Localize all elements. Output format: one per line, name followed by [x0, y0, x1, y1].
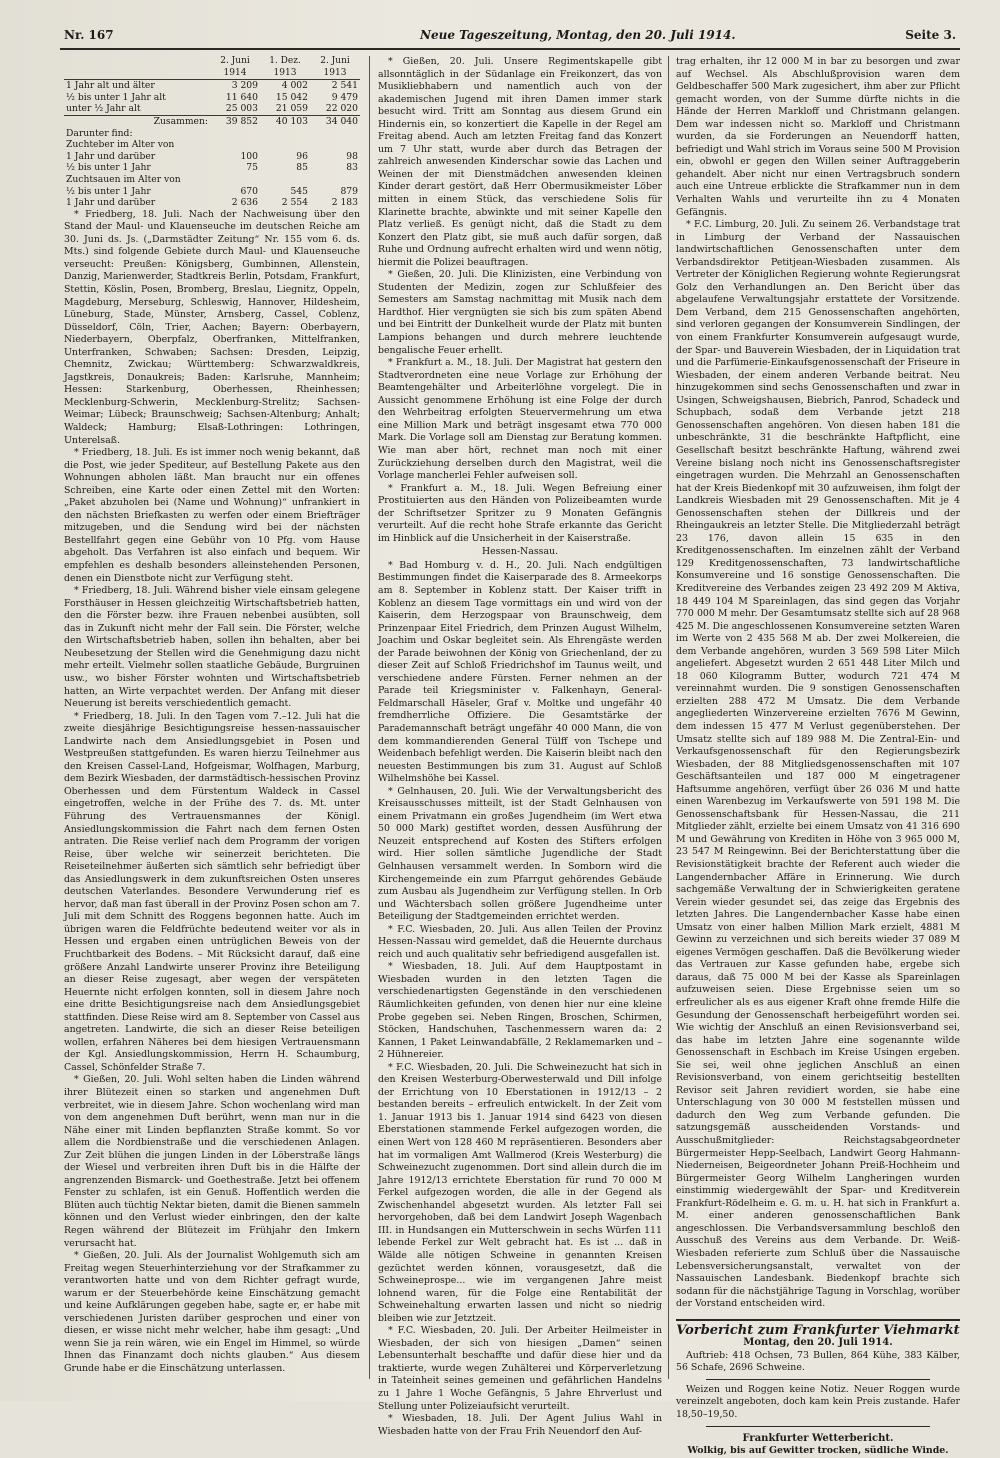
livestock-table	[64, 56, 360, 209]
table-header-row	[64, 56, 360, 80]
grain-report: Weizen und Roggen keine Notiz. Neuer Roggen wurde vereinzelt angeboten, doch kam kein Preis zustande. Hafer 18,50–19,50.	[676, 1383, 960, 1420]
article-paragraph: * F.C. Limburg, 20. Juli. Zu seinem 26. Verbandstage trat in Limburg der Verband der Nassauischen landwirtschaftlichen Genossenschaften unter dem Verbandsdirektor Petitjean-Wiesbaden zusammen. Als Vertreter der Königlichen Regierung wohnte Regierungsrat Golz den Verhandlungen an. Den Bericht über das abgelaufene Verwaltungsjahr erstattete der Vorsitzende. Dem Verband, dem 215 Genossenschaften angehörten, sind verloren gegangen der Konsumverein Sindlingen, der von einem Frankfurter Konsumverein aufgesaugt wurde, der Spar- und Bauverein Wiesbaden, der in Liquidation trat und die Parfümerie-Einkaufsgenossenschaft der Friseure in Wiesbaden, der einem anderen Verbande beitrat. Neu hinzugekommen sind sechs Genossenschaften und zwar in Usingen, Schweigshausen, Biebrich, Panrod, Schadeck und Schupbach, sodaß dem Verbande jetzt 218 Genossenschaften angehören. Von diesen haben 181 die unbeschränkte, 31 die beschränkte Haftpflicht, eine Gesellschaft besitzt beschränkte Haftung, während zwei Vereine bislang noch nicht ins Genossenschaftsregister eingetragen wurden. Die Mehrzahl an Genossenschaften hat der Kreis Biedenkopf mit 30 aufzuweisen, ihm folgt der Landkreis Wiesbaden mit 29 Genossenschaften. Mit je 4 Genossenschaften stehen der Dillkreis und der Rheingaukreis an letzter Stelle. Die Mitgliederzahl beträgt 23 176, davon allein 15 635 in den Kreditgenossenschaften. Im einzelnen zählt der Verband 129 Kreditgenossenschaften, 73 landwirtschaftliche Konsumvereine und 16 sonstige Genossenschaften. Die Kreditvereine des Verbandes zeigen 23 492 209 M Aktiva, 18 449 104 M Spareinlagen, das sind gegen das Vorjahr 770 000 M mehr. Der Gesamtumsatz stellte sich auf 28 968 425 M. Die angeschlossenen Konsumvereine setzten Waren im Werte von 2 435 568 M ab. Der zwei Molkereien, die dem Verbande angehören, wurden 3 569 598 Liter Milch angeliefert. Abgesetzt wurden 2 651 448 Liter Milch und 18 060 Kilogramm Butter, wodurch 721 474 M vereinnahmt wurden. Die 9 sonstigen Genossenschaften erzielten 288 472 M Umsatz. Die dem Verbande angegliederten Winzervereine erzielten 7676 M Gewinn, dem indessen 15 477 M Verlust gegenüberstehen. Der Umsatz stellte sich auf 189 988 M. Die Zentral-Ein- und Verkaufsgenossenschaft für den Regierungsbezirk Wiesbaden, der 88 Mitgliedsgenossenschaften mit 107 Geschäftsanteilen und 187 000 M eingetragener Haftsumme angehören, verfügt über 26 036 M und hatte einen Warenbezug im Verkaufswerte von 591 198 M. Die Genossenschaftsbank für Hessen-Nassau, die 211 Mitglieder zählt, erzielte bei einem Umsatz von 41 316 690 M und Gewährung von Krediten in Höhe von 3 965 000 M, 23 547 M Reingewinn. Bei der Berichterstattung über die Revisionstätigkeit brachte der Referent auch wieder die Langendernbacher Affäre in Erinnerung. Wie durch sachgemäße Verwaltung der in Schwierigkeiten geratene Verein wieder gesundet sei, das zeige das Ergebnis des letzten Jahres. Die Langendernbacher Kasse habe einen Umsatz von einer halben Million Mark erzielt, 4881 M Gewinn zu verzeichnen und sich bereits wieder 37 089 M eigenes Vermögen geschaffen. Daß die Bevölkerung wieder das Vertrauen zur Kasse gefunden habe, ergebe sich daraus, daß 75 000 M bei der Kasse als Spareinlagen aufzuweisen seien. Diese Ergebnisse seien um so erfreulicher als es aus eigener Kraft ohne fremde Hilfe die Gesundung der Genossenschaft herbeigeführt worden sei. Wie wichtig der Anschluß an einen Revisionsverband sei, das habe im letzten Jahre eine sogenannte wilde Genossenschaft in Eschbach im Kreise Usingen ergeben. Sie sei, weil ohne jeglichen Anschluß an einen Revisionsverband, von einem gerichtseitig bestellten Revisor seit Jahren revidiert worden, sie habe eine Unterschlagung von 30 000 M feststellen müssen und dadurch den Weg zum Verbande gefunden. Die satzungsgemäß ausscheidenden Vorstands- und Ausschußmitglieder: Reichstagsabgeordneter Bürgermeister Hepp-Seelbach, Landwirt Georg Hahmann-Niederneisen, Beigeordneter Johann Preiß-Hochheim und Bürgermeister Georg Wilhelm Langheringen wurden einstimmig wiedergewählt der Spar- und Kreditverein Frankfurt-Rödelheim e. G. m. u. H. hat sich in Frankfurt a. M. einer anderen genossenschaftlichen Bank angeschlossen. Die Verbandsversammlung beschloß den Ausschuß des Vereins aus dem Verbande. Dr. Weiß-Wiesbaden referierte zum Schluß über die Nassauische Lebensversicherungsanstalt, verwaltet von der Nassauischen Landesbank. Biedenkopf brachte sich sodann für die nächstjährige Tagung in Vorschlag, worüber der Vorstand entscheiden wird.	[676, 219, 960, 1310]
article-paragraph: * Friedberg, 18. Juli. Nach der Nachweisung über den Stand der Maul- und Klauenseuche im deutschen Reiche am 30. Juni ds. Js. („Darmstädter Zeitung“ Nr. 155 vom 6. ds. Mts.) sind folgende Gebiete durch Maul- und Klauenseuche verseucht: Preußen: Königsberg, Gumbinnen, Allenstein, Danzig, Marienwerder, Stadtkreis Berlin, Potsdam, Frankfurt, Stettin, Köslin, Posen, Bromberg, Breslau, Liegnitz, Oppeln, Magdeburg, Merseburg, Schleswig, Hannover, Hildesheim, Lüneburg, Stade, Münster, Arnsberg, Cassel, Coblenz, Düsseldorf, Cöln, Trier, Aachen; Bayern: Oberbayern, Niederbayern, Oberpfalz, Oberfranken, Mittelfranken, Unterfranken, Schwaben; Sachsen: Dresden, Leipzig, Chemnitz, Zwickau; Württemberg: Schwarzwaldkreis, Jagstkreis, Donaukreis; Baden: Karlsruhe, Mannheim; Hessen: Starkenburg, Oberhessen, Rheinhessen; Mecklenburg-Schwerin, Mecklenburg-Strelitz; Sachsen-Weimar; Lübeck; Braunschweig; Sachsen-Altenburg; Anhalt; Waldeck; Hamburg; Elsaß-Lothringen: Lothringen, Unterelsaß.	[64, 208, 360, 446]
column-rule	[369, 56, 370, 1379]
table-row: ½ bis unter 1 Jahr 75 85 83	[66, 162, 358, 174]
market-report-body: Auftrieb: 418 Ochsen, 73 Bullen, 864 Kühe, 383 Kälber, 56 Schafe, 2696 Schweine.	[676, 1349, 960, 1374]
section-heading: Hessen-Nassau.	[481, 546, 559, 558]
table-sum-row: Zusammen: 39 852 40 103 34 040	[64, 115, 360, 127]
article-paragraph: * Friedberg, 18. Juli. Es ist immer noch wenig bekannt, daß die Post, wie jeder Spediteur, auf Bestellung Pakete aus den Wohnungen abholen läßt. Man braucht nur ein offenes Schreiben, eine Karte oder einen Zettel mit den Worten: „Paket abzuholen bei (Name und Wohnung)“ unfrankiert in den nächsten Briefkasten zu werfen oder einem Briefträger mitzugeben, und die Sendung wird bei der nächsten Bestellfahrt gegen eine Gebühr von 10 Pfg. vom Hause abgeholt. Das Verfahren ist also einfach und bequem. Wir empfehlen es deshalb besonders alleinstehenden Personen, denen ein Dienstbote nicht zur Verfügung steht.	[64, 447, 360, 584]
article-paragraph: * Friedberg, 18. Juli. Während bisher viele einsam gelegene Forsthäuser in Hessen gleichzeitig Wirtschaftsbetrieb hatten, den die Förster bezw. ihre Frauen nebenbei ausübten, soll das in Zukunft nicht mehr der Fall sein. Die Förster, welche den Wirtschaftsbetrieb haben, sollen ihn behalten, aber bei Neubesetzung der Stellen wird die Genehmigung dazu nicht mehr erteilt. Vielmehr sollen staatliche Gebäude, Burgruinen usw., wo bisher Förster wohnten und Wirtschaftsbetrieb hatten, an Wirte verpachtet werden. Der Anfang mit dieser Neuerung ist bereits verschiedentlich gemacht.	[64, 585, 360, 710]
table-row: Darunter find:	[66, 127, 133, 139]
issue-number: Nr. 167	[64, 28, 114, 42]
market-report-date: Montag, den 20. Juli 1914.	[743, 1337, 893, 1349]
article-paragraph: * Bad Homburg v. d. H., 20. Juli. Nach endgültigen Bestimmungen findet die Kaiserparade des 8. Armeekorps am 8. September in Koblenz statt. Der Kaiser trifft in Koblenz an diesem Tage vormittags ein und wird von der Kaiserin, dem Herzogspaar von Braunschweig, dem Prinzenpaar Eitel Friedrich, dem Prinzen August Wilhelm, Joachim und Oskar begleitet sein. Als Ehrengäste werden der Parade beiwohnen der König von Griechenland, der zu dieser Zeit auf Schloß Friedrichshof im Taunus weilt, und verschiedene andere Fürsten. Ferner nehmen an der Parade teil Kriegsminister v. Falkenhayn, General-Feldmarschall Häseler, Graf v. Moltke und ungefähr 40 fremdherrliche Offiziere. Die Gesamtstärke der Parademannschaft beträgt ungefähr 40 000 Mann, die von dem kommandierenden General Tülff von Tschepe und Weidenbach befehligt werden. Die Kaiserin bleibt nach den neuesten Bestimmungen bis zum 31. August auf Schloß Wilhelmshöhe bei Kassel.	[378, 559, 662, 785]
table-row: Zuchtsauen im Alter von	[66, 173, 181, 185]
column-2	[378, 56, 662, 1437]
column-header: 2. Juni 1914	[210, 56, 260, 80]
article-paragraph: * Gießen, 20. Juli. Wohl selten haben die Linden während ihrer Blütezeit einen so starken und angenehmen Duft verbreitet, wie in diesem Jahre. Schon wochenlang wird man von dem angenehmen Duft berührt, wenn man nur in die Nähe einer mit Linden bepflanzten Straße kommt. So vor allem die Nordbienstraße und die verschiedenen Anlagen. Zur Zeit blühen die jungen Linden in der Löberstraße längs der Wiesel und verbreiten ihren Duft bis in die Hälfte der angrenzenden Bismarck- und Goethestraße. Jetzt bei offenem Fenster zu schlafen, ist ein Genuß. Hoffentlich werden die Blüten auch tüchtig Nektar bieten, damit die Bienen sammeln können und den Verlust wieder einbringen, den der kalte Regen während der Blütezeit im Frühjahr den Imkern verursacht hat.	[64, 1074, 360, 1249]
article-paragraph: * Wiesbaden, 18. Juli. Der Agent Julius Wahl in Wiesbaden hatte von der Frau Frih Neuendorf den Auf-	[378, 1413, 662, 1437]
article-paragraph: * Wiesbaden, 18. Juli. Auf dem Hauptpostamt in Wiesbaden wurden in den letzten Tagen die verschiedenartigsten Gegenstände in den verschiedenen Räumlichkeiten gefunden, von denen hier nur eine kleine Probe gegeben sei. Neben Ringen, Broschen, Schirmen, Stöcken, Handschuhen, Taschenmessern waren da: 2 Kannen, 1 Paket Leinwandabfälle, 2 Reklamemarken und – 2 Hühnereier.	[378, 961, 662, 1061]
divider	[706, 1426, 930, 1427]
column-1	[64, 56, 360, 1381]
weather-body: Wolkig, bis auf Gewitter trocken, südliche Winde.	[687, 1445, 949, 1457]
column-header: 2. Juni 1913	[310, 56, 360, 80]
masthead-line: Neue Tageszeitung, Montag, den 20. Juli 1914.	[420, 28, 736, 42]
weather-title: Frankfurter Wetterbericht.	[742, 1432, 894, 1444]
table-row: 1 Jahr alt und älter 3 209 4 002 2 541	[66, 80, 358, 92]
article-paragraph: * Gießen, 20. Juli. Als der Journalist Wohlgemuth sich am Freitag wegen Steuerhinterziehung vor der Strafkammer zu verantworten hatte und von dem Richter gefragt wurde, warum er der Steuerbehörde keine Einschätzung gemacht und keine Aufklärungen gegeben habe, sagte er, er habe mit verschiedenen Juristen darüber gesprochen und einer von diesen, er wisse nicht mehr welcher, habe ihm gesagt: „Und wenn Sie ja rein wären, wie ein Engel im Himmel, so würde Ihnen das Finanzamt doch nichts glauben.“ Aus diesem Grunde habe er die Einschätzung unterlassen.	[64, 1250, 360, 1375]
article-paragraph: trag erhalten, ihr 12 000 M in bar zu besorgen und zwar auf Wechsel. Als Abschlußprovision waren dem Geldbeschaffer 500 Mark zugesichert, ihm aber zur Pflicht gemacht worden, von der Summe dürfte nichts in die Hände der Herren Markloff und Christmann gelangen. Dem war indessen nicht so. Markloff und Christmann wurden, da sie Forderungen an Neuendorff hatten, befriedigt und Wahl strich im Voraus seine 500 M Provision ein, obwohl er gegen den Willen seiner Auftraggeberin gehandelt. Aber nicht nur einen Vertragsbruch sondern auch eine Untreue erblickte die Strafkammer nun in dem Verhalten Wahls und verurteilte ihn zu 4 Monaten Gefängnis.	[676, 56, 960, 218]
table-row: 1 Jahr und darüber 100 96 98	[66, 150, 358, 162]
column-header: 1. Dez. 1913	[260, 56, 310, 80]
article-paragraph: * Friedberg, 18. Juli. In den Tagen vom 7.–12. Juli hat die zweite diesjährige Besichtigungsreise hessen-nassauischer Landwirte nach dem Ansiedlungsgebiet in Posen und Westpreußen stattgefunden. Es waren hierzu Teilnehmer aus den Kreisen Cassel-Land, Hofgeismar, Wolfhagen, Marburg, dem Bezirk Wiesbaden, der darmstädtisch-hessischen Provinz Oberhessen und dem Fürstentum Waldeck in Cassel eingetroffen, welche in der Frühe des 7. ds. Mt. unter Führung des Vertrauensmannes der Königl. Ansiedlungskommission die Fahrt nach dem fernen Osten antraten. Die Reise verlief nach dem Programm der vorigen Reise, über welche wir seinerzeit berichteten. Die Reiseteilnehmer äußerten sich sämtlich sehr befriedigt über das Ansiedlungswerk in dem zukunftsreichen Osten unseres deutschen Vaterlandes. Besondere Verwunderung rief es hervor, daß man fast überall in der Provinz Posen schon am 7. Juli mit dem Schnitt des Roggens begonnen hatte. Auch im übrigen waren die Feldfrüchte bedeutend weiter vor als in Hessen und ergaben einen untrüglichen Beweis von der Fruchtbarkeit des Bodens. – Mit Rücksicht darauf, daß eine größere Anzahl Landwirte unserer Provinz ihre Beteiligung an dieser Reise zugesagt, aber wegen der verspäteten Heuernte nicht erfolgen konnten, soll in diesem Jahre noch eine dritte Besichtigungsreise nach dem Ansiedlungsgebiet stattfinden. Diese Reise wird am 8. September von Cassel aus angetreten. Landwirte, die sich an dieser Reise beteiligen wollen, erfahren Näheres bei dem hiesigen Vertrauensmann der Kgl. Ansiedlungskommission, Herrn H. Schaumburg, Cassel, Schönfelder Straße 7.	[64, 710, 360, 1073]
table-row: Zuchteber im Alter von	[66, 139, 175, 151]
table-row: 1 Jahr und darüber 2 636 2 554 2 183	[66, 197, 358, 209]
article-paragraph: * F.C. Wiesbaden, 20. Juli. Die Schweinezucht hat sich in den Kreisen Westerburg-Oberwesterwald und Dill infolge der Errichtung von 10 Eberstationen in 1912/13 – 2 bestanden bereits – erfreulich entwickelt. In der Zeit vom 1. Januar 1913 bis 1. Januar 1914 sind 6423 von diesen Eberstationen stammende Ferkel aufgezogen worden, die einen Wert von 128 460 M repräsentieren. Besonders aber hat im vormaligen Amt Wallmerod (Kreis Westerburg) die Schweinezucht zugenommen. Dort sind allein durch die im Jahre 1912/13 errichtete Eberstation für rund 70 000 M Ferkel aufgezogen worden, die alle in der Gegend als Zwischenhandel abgesetzt wurden. Als letzter Fall sei hervorgehoben, daß bei dem Landwirt Joseph Wagenbach III. in Hundsangen ein Mutterschwein in sechs Würfen 111 lebende Ferkel zur Welt gebracht hat. Es ist ... daß in Wälde alle nötigen Schweine in genannten Kreisen gezüchtet werden können, vorausgesetzt, daß die Schweineprospe... wie im vergangenen Jahre meist lohnend waren, für die Folge eine Rentabilität der Schweinehaltung erwarten lassen und nicht so niedrig bleiben wie zur Jetztzeit.	[378, 1061, 662, 1324]
table-row: ½ bis unter 1 Jahr alt 11 640 15 042 9 479	[66, 91, 358, 103]
divider	[706, 1379, 930, 1380]
column-rule	[668, 56, 669, 1379]
market-report-title: Vorbericht zum Frankfurter Viehmarkt	[676, 1322, 960, 1338]
table-row: unter ½ Jahr alt 25 003 21 059 22 020	[66, 103, 358, 115]
article-paragraph: * F.C. Wiesbaden, 20. Juli. Der Arbeiter Heilmeister in Wiesbaden, der sich von hiesigen „Damen“ seinen Lebensunterhalt beschaffte und dafür diese hier und da traktierte, wurde wegen Zuhälterei und Körperverletzung in Tateinheit seines gemeinen und gefährlichen Handelns zu 1 Jahre 1 Woche Gefängnis, 5 Jahre Ehrverlust und Stellung unter Polizeiaufsicht verurteilt.	[378, 1325, 662, 1412]
page-header	[60, 20, 960, 50]
table-row: ½ bis unter 1 Jahr 670 545 879	[66, 185, 358, 197]
article-paragraph: * Gießen, 20. Juli. Die Klinizisten, eine Verbindung von Studenten der Medizin, zogen zur Schlußfeier des Semesters am Samstag nachmittag mit Musik nach dem Hardthof. Hier vergnügten sie sich bis zum späten Abend und bei Eintritt der Dunkelheit wurde der Platz mit bunten Lampions behangen und durch mehrere leuchtende bengalische Feuer erhellt.	[378, 269, 662, 356]
article-paragraph: * Gießen, 20. Juli. Unsere Regimentskapelle gibt allsonntäglich in der Südanlage ein Freikonzert, das von Musikliebhabern und namentlich auch von der akademischen Jugend mit ihren Damen immer stark besucht wird. Tritt am Sonntag aus diesem Grund ein Hindernis ein, so konzertiert die Kapelle in der Regel am Freitag abend. Auch am letzten Freitag fand das Konzert um 7 Uhr statt, wurde aber durch das Betragen der zahlreich anwesenden Kinderschar sowie das Lachen und Weinen der mit Dienstmädchen anwesenden kleinen Kinder derart gestört, daß Herr Obermusikmeister Löber mitten in einem Stück, das verschiedene Solis für Klarinette brachte, abwinkte und mit seiner Kapelle den Platz verließ. Es genügt nicht, daß die Stadt zu dem Konzert den Platz gibt, sie muß auch dafür sorgen, daß Ruhe und Ordnung aufrecht erhalten wird und wenn nötig, hiermit die Polizei beauftragen.	[378, 56, 662, 268]
market-report	[676, 1319, 960, 1458]
article-paragraph: * Gelnhausen, 20. Juli. Wie der Verwaltungsbericht des Kreisausschusses mitteilt, ist der Stadt Gelnhausen von einem Privatmann ein großes Jugendheim (im Wert etwa 50 000 Mark) gestiftet worden, dessen Ausführung der Neuzeit entsprechend auf Kosten des Stifters erfolgen wird. Hier sollen sämtliche Jugendliche der Stadt Gelnhausen versammelt werden. In Somborn wird die Kirchengemeinde ein zum Pfarrgut gehörendes Gebäude zum Ausbau als Jugendheim zur Verfügung stellen. In Orb und Wächtersbach sollen größere Jugendheime unter Beteiligung der Stadtgemeinden errichtet werden.	[378, 785, 662, 923]
article-paragraph: * Frankfurt a. M., 18. Juli. Der Magistrat hat gestern den Stadtverordneten eine neue Vorlage zur Erhöhung der Beamtengehälter und Arbeiterlöhne vorgelegt. Die in Aussicht genommene Erhöhung ist eine Folge der durch den Wehrbeitrag erfolgten Steuervermehrung um etwa eine Million Mark und beträgt insgesamt etwa 770 000 Mark. Die Vorlage soll am Dienstag zur Beratung kommen. Wie man aber hört, rechnet man noch mit einer Zurückziehung derselben durch den Magistrat, weil die Vorlage mancherlei Fehler aufweisen soll.	[378, 357, 662, 482]
article-paragraph: * Frankfurt a. M., 18. Juli. Wegen Befreiung einer Prostituierten aus den Händen von Polizeibeamten wurde der Schriftsetzer Spritzer zu 9 Monaten Gefängnis verurteilt. Auf die recht hohe Strafe erkannte das Gericht im Hinblick auf die Unsicherheit in der Kaiserstraße.	[378, 482, 662, 544]
column-3	[676, 56, 960, 1457]
article-paragraph: * F.C. Wiesbaden, 20. Juli. Aus allen Teilen der Provinz Hessen-Nassau wird gemeldet, daß die Heuernte durchaus reich und auch qualitativ sehr befriedigend ausgefallen ist.	[378, 923, 662, 960]
page-number: Seite 3.	[905, 28, 956, 42]
